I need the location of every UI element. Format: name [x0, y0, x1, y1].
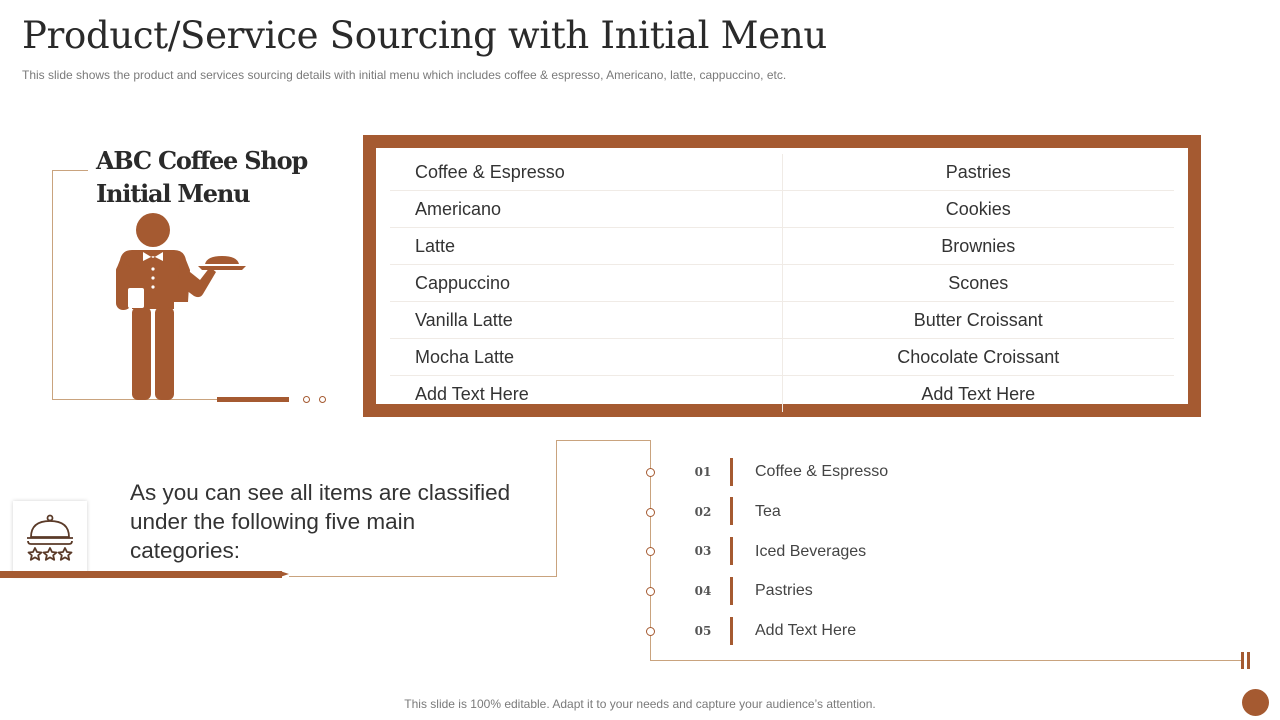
timeline-base-line — [650, 660, 1242, 661]
connector-line-upper — [556, 440, 651, 441]
menu-heading-line1: ABC Coffee Shop — [96, 146, 308, 175]
category-label: Tea — [755, 503, 781, 520]
category-bar — [730, 537, 733, 565]
menu-item-drink: Americano — [390, 191, 782, 228]
accent-bar — [0, 571, 282, 578]
category-label: Iced Beverages — [755, 543, 867, 560]
category-label: Pastries — [755, 582, 813, 599]
menu-item-drink: Cappuccino — [390, 265, 782, 302]
category-number: 01 — [694, 465, 712, 479]
page-subtitle: This slide shows the product and services sourcing details with initial menu which includes coffee & espresso, Americano, latte, cappuccino, etc. — [22, 68, 787, 82]
menu-item-food: Cookies — [782, 191, 1174, 228]
menu-item-food: Butter Croissant — [782, 302, 1174, 339]
ring-dot-1 — [303, 396, 310, 403]
category-number: 04 — [694, 584, 712, 598]
category-bar — [730, 497, 733, 525]
footer-text: This slide is 100% editable. Adapt it to your needs and capture your audience’s attention. — [404, 697, 876, 711]
table-row — [390, 339, 1174, 376]
categories-statement: As you can see all items are classified under the following five main categories: — [130, 480, 511, 563]
menu-heading-line2: Initial Menu — [96, 179, 250, 208]
page-title: Product/Service Sourcing with Initial Menu — [22, 14, 827, 57]
ring-dot-2 — [319, 396, 326, 403]
connector-line-riser — [556, 440, 557, 577]
cloche-rating-icon — [13, 501, 87, 576]
menu-item-food: Pastries — [782, 154, 1174, 191]
category-number: 05 — [694, 624, 712, 638]
menu-item-food: Brownies — [782, 228, 1174, 265]
menu-item-food: Scones — [782, 265, 1174, 302]
table-row — [390, 154, 1174, 191]
end-tick-2 — [1247, 652, 1250, 669]
menu-item-drink: Latte — [390, 228, 782, 265]
menu-item-drink: Add Text Here — [390, 376, 782, 413]
menu-item-drink: Mocha Latte — [390, 339, 782, 376]
menu-item-drink: Vanilla Latte — [390, 302, 782, 339]
end-tick-1 — [1241, 652, 1244, 669]
service-icon-card — [13, 501, 87, 576]
connector-line-lower — [289, 576, 556, 577]
category-label: Coffee & Espresso — [755, 463, 889, 480]
accent-bar-tip — [280, 571, 289, 577]
waiter-icon — [110, 212, 250, 402]
category-dot — [646, 627, 655, 636]
menu-box — [363, 135, 1201, 417]
menu-item-food: Chocolate Croissant — [782, 339, 1174, 376]
category-bar — [730, 458, 733, 486]
table-row — [390, 228, 1174, 265]
category-dot — [646, 547, 655, 556]
category-dot — [646, 468, 655, 477]
menu-table — [390, 154, 1174, 412]
category-dot — [646, 508, 655, 517]
menu-inner — [376, 148, 1188, 404]
table-row — [390, 265, 1174, 302]
menu-item-drink: Coffee & Espresso — [390, 154, 782, 191]
category-dot — [646, 587, 655, 596]
corner-circle — [1242, 689, 1269, 716]
category-label: Add Text Here — [755, 622, 857, 639]
table-row — [390, 376, 1174, 413]
category-number: 02 — [694, 505, 712, 519]
category-bar — [730, 617, 733, 645]
frame-line-left — [52, 170, 53, 400]
category-bar — [730, 577, 733, 605]
table-row — [390, 302, 1174, 339]
category-number: 03 — [694, 544, 712, 558]
table-row — [390, 191, 1174, 228]
menu-item-food: Add Text Here — [921, 383, 1036, 404]
menu-heading — [96, 144, 307, 210]
frame-line-top — [52, 170, 88, 171]
